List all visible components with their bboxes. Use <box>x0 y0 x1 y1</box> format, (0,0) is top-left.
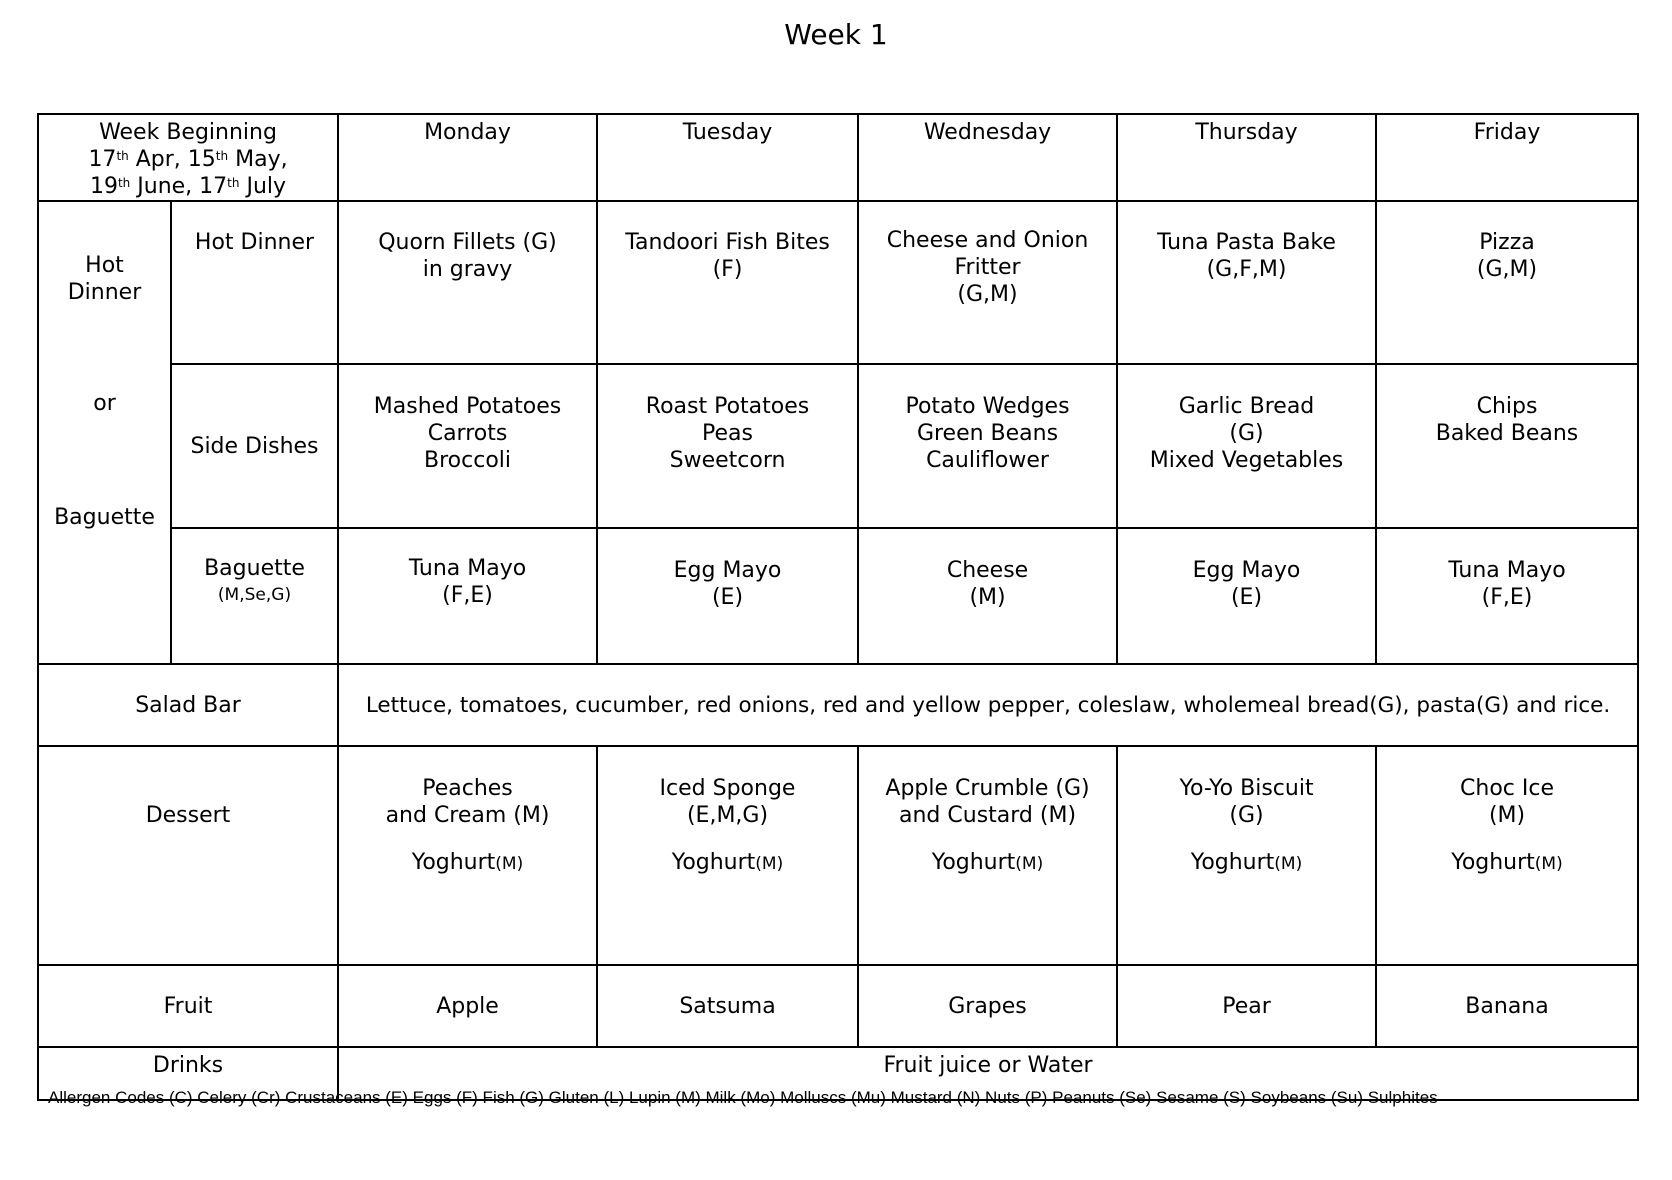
yoghurt-option: Yoghurt(M) <box>931 850 1044 875</box>
dessert-monday: Peaches and Cream (M) Yoghurt(M) <box>338 746 597 965</box>
baguette-allergens: (M,Se,G) <box>217 585 292 605</box>
drinks-contents: Fruit juice or Water <box>338 1047 1638 1100</box>
allergen-codes-footer: Allergen Codes (C) Celery (Cr) Crustaceans (E) Eggs (F) Fish (G) Gluten (L) Lupin (M) Milk (Mo) Molluscs (Mu) Mustard (N) Nuts (P) Peanuts (Se) Sesame (S) Soybeans (Su) Sulphites <box>48 1088 1438 1107</box>
dessert-row <box>38 746 1638 965</box>
hot-dinner-or-baguette-group <box>38 201 171 664</box>
day-header-wednesday: Wednesday <box>858 114 1117 201</box>
hot-dinner-tuesday: Tandoori Fish Bites (F) <box>597 201 858 364</box>
salad-bar-contents: Lettuce, tomatoes, cucumber, red onions, red and yellow pepper, coleslaw, wholemeal bread(G), pasta(G) and rice. <box>338 664 1638 746</box>
row-label-drinks: Drinks <box>38 1047 338 1100</box>
hot-dinner-thursday: Tuna Pasta Bake (G,F,M) <box>1117 201 1376 364</box>
fruit-thursday: Pear <box>1117 965 1376 1047</box>
dessert-wednesday: Apple Crumble (G) and Custard (M) Yoghurt(M) <box>858 746 1117 965</box>
menu-table <box>37 113 1639 1101</box>
side-dishes-friday: Chips Baked Beans <box>1376 364 1638 528</box>
day-header-monday: Monday <box>338 114 597 201</box>
hot-dinner-monday: Quorn Fillets (G) in gravy <box>338 201 597 364</box>
hot-dinner-wednesday: Cheese and Onion Fritter (G,M) <box>858 201 1117 364</box>
side-dishes-row <box>38 364 1638 528</box>
baguette-tuesday: Egg Mayo (E) <box>597 528 858 664</box>
dessert-tuesday: Iced Sponge (E,M,G) Yoghurt(M) <box>597 746 858 965</box>
side-dishes-wednesday: Potato Wedges Green Beans Cauliflower <box>858 364 1117 528</box>
fruit-wednesday: Grapes <box>858 965 1117 1047</box>
row-label-baguette: Baguette (M,Se,G) <box>171 528 338 664</box>
group-label-hot-dinner: Hot Dinner <box>67 253 142 305</box>
day-header-tuesday: Tuesday <box>597 114 858 201</box>
dessert-friday: Choc Ice (M) Yoghurt(M) <box>1376 746 1638 965</box>
group-label-or: or <box>93 391 116 416</box>
fruit-tuesday: Satsuma <box>597 965 858 1047</box>
week-beginning-label: Week Beginning <box>99 120 277 145</box>
hot-dinner-row <box>38 201 1638 364</box>
fruit-monday: Apple <box>338 965 597 1047</box>
week-dates-line-1: 17th Apr, 15th May, <box>88 147 288 172</box>
baguette-thursday: Egg Mayo (E) <box>1117 528 1376 664</box>
fruit-row <box>38 965 1638 1047</box>
day-header-friday: Friday <box>1376 114 1638 201</box>
row-label-fruit: Fruit <box>38 965 338 1047</box>
yoghurt-option: Yoghurt(M) <box>671 850 784 875</box>
salad-bar-row <box>38 664 1638 746</box>
row-label-salad-bar: Salad Bar <box>38 664 338 746</box>
yoghurt-option: Yoghurt(M) <box>1451 850 1563 875</box>
row-label-dessert: Dessert <box>38 746 338 965</box>
group-label-baguette: Baguette <box>54 505 155 530</box>
hot-dinner-friday: Pizza (G,M) <box>1376 201 1638 364</box>
baguette-row <box>38 528 1638 664</box>
side-dishes-tuesday: Roast Potatoes Peas Sweetcorn <box>597 364 858 528</box>
week-beginning-cell <box>38 114 338 201</box>
header-row <box>38 114 1638 201</box>
fruit-friday: Banana <box>1376 965 1638 1047</box>
baguette-monday: Tuna Mayo (F,E) <box>338 528 597 664</box>
row-label-side-dishes: Side Dishes <box>171 364 338 528</box>
side-dishes-thursday: Garlic Bread (G) Mixed Vegetables <box>1117 364 1376 528</box>
baguette-wednesday: Cheese (M) <box>858 528 1117 664</box>
side-dishes-monday: Mashed Potatoes Carrots Broccoli <box>338 364 597 528</box>
yoghurt-option: Yoghurt(M) <box>411 850 524 875</box>
row-label-hot-dinner: Hot Dinner <box>171 201 338 364</box>
baguette-friday: Tuna Mayo (F,E) <box>1376 528 1638 664</box>
week-dates-line-2: 19th June, 17th July <box>89 174 287 199</box>
day-header-thursday: Thursday <box>1117 114 1376 201</box>
page-title: Week 1 <box>784 18 888 51</box>
yoghurt-option: Yoghurt(M) <box>1190 850 1303 875</box>
dessert-thursday: Yo-Yo Biscuit (G) Yoghurt(M) <box>1117 746 1376 965</box>
